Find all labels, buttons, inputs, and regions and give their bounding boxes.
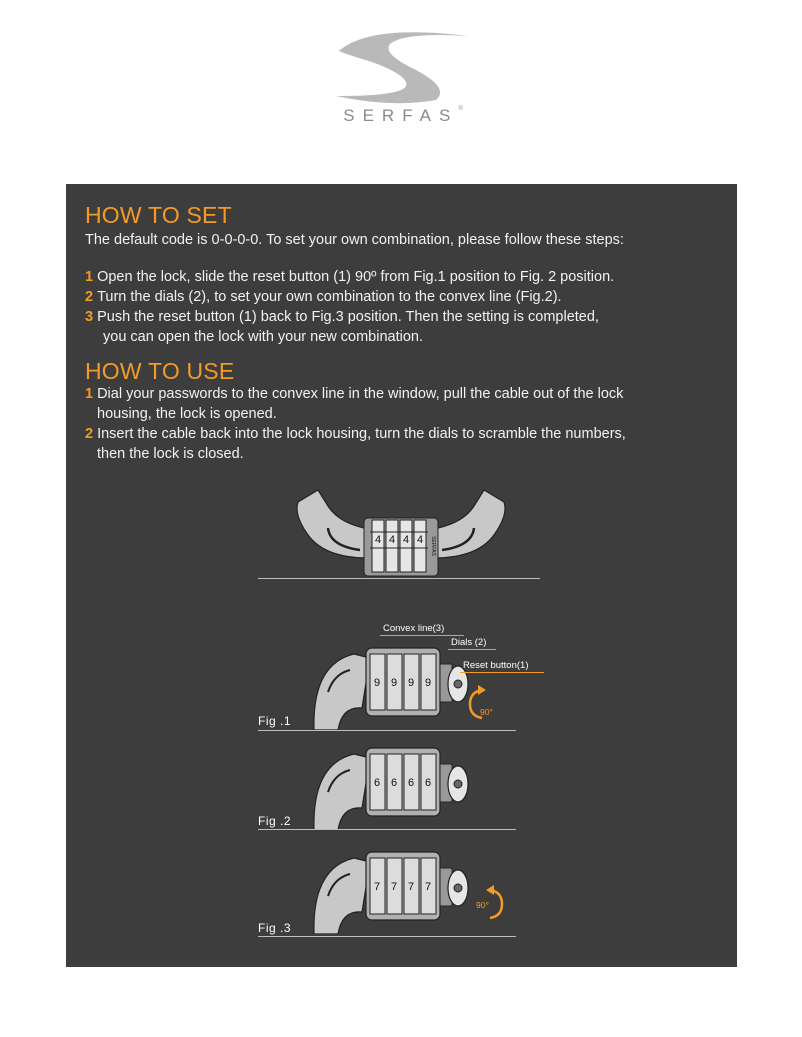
dial-digit-2: 7 [390,881,398,893]
dial-digit-3: 9 [407,677,415,689]
use-step-2 [85,425,626,444]
lock-fig3-illustration [310,840,500,934]
lock-side-label: SERFAS [430,536,436,556]
how-to-use-title: HOW TO USE [85,358,235,384]
callout-line [380,635,464,636]
dial-digit-1: 4 [374,534,382,546]
dial-digit-2: 9 [390,677,398,689]
brand-name: SERFAS [343,106,459,125]
use-step-1 [85,385,623,404]
step-text: Turn the dials (2), to set your own combination to the convex line (Fig.2). [97,289,562,305]
use-step-2-continued: then the lock is closed. [97,446,244,462]
angle-label: 90° [480,707,493,717]
how-to-set-intro: The default code is 0-0-0-0. To set your own combination, please follow these steps: [85,232,624,248]
callout-line [448,649,496,650]
step-text: Open the lock, slide the reset button (1) 90º from Fig.1 position to Fig. 2 position. [97,269,615,285]
set-step-2 [85,288,562,307]
fig2-label: Fig .2 [258,814,292,828]
dial-digit-2: 4 [388,534,396,546]
lock-fig2-illustration [310,736,500,830]
instructions-panel [66,184,737,967]
step-text: Push the reset button (1) back to Fig.3 position. Then the setting is completed, [97,309,599,325]
fig1-label: Fig .1 [258,714,292,728]
reset-button-callout: Reset button(1) [463,660,529,671]
fig3-label: Fig .3 [258,921,292,935]
step-text: Dial your passwords to the convex line in the window, pull the cable out of the lock [97,386,624,402]
fig2-rule [258,829,516,830]
angle-label: 90° [476,900,489,910]
lock-closed-illustration [288,488,514,580]
dial-digit-4: 7 [424,881,432,893]
serfas-logo [318,28,488,124]
serfas-swoosh-icon [332,28,474,104]
dial-digit-2: 6 [390,777,398,789]
set-step-3 [85,308,599,327]
step-number: 1 [85,269,94,285]
step-number: 1 [85,386,94,402]
dial-digit-4: 6 [424,777,432,789]
dial-digit-4: 4 [416,534,424,546]
use-step-1-continued: housing, the lock is opened. [97,406,277,422]
convex-line-callout: Convex line(3) [383,623,445,634]
fig1-rule [258,730,516,731]
fig3-rule [258,936,516,937]
dial-digit-3: 4 [402,534,410,546]
brand-wordmark [318,106,488,126]
step-number: 2 [85,289,94,305]
set-step-3-continued: you can open the lock with your new combination. [103,329,423,345]
registered-mark: ® [458,106,463,112]
ground-line [258,578,540,579]
dial-digit-3: 6 [407,777,415,789]
set-step-1 [85,268,614,287]
dials-callout: Dials (2) [451,637,487,648]
dial-digit-1: 6 [373,777,381,789]
dial-digit-3: 7 [407,881,415,893]
how-to-set-title: HOW TO SET [85,202,232,228]
dial-digit-4: 9 [424,677,432,689]
callout-line [460,672,544,673]
dial-digit-1: 7 [373,881,381,893]
dial-digit-1: 9 [373,677,381,689]
step-text: Insert the cable back into the lock housing, turn the dials to scramble the numbers, [97,426,626,442]
step-number: 3 [85,309,94,325]
step-number: 2 [85,426,94,442]
